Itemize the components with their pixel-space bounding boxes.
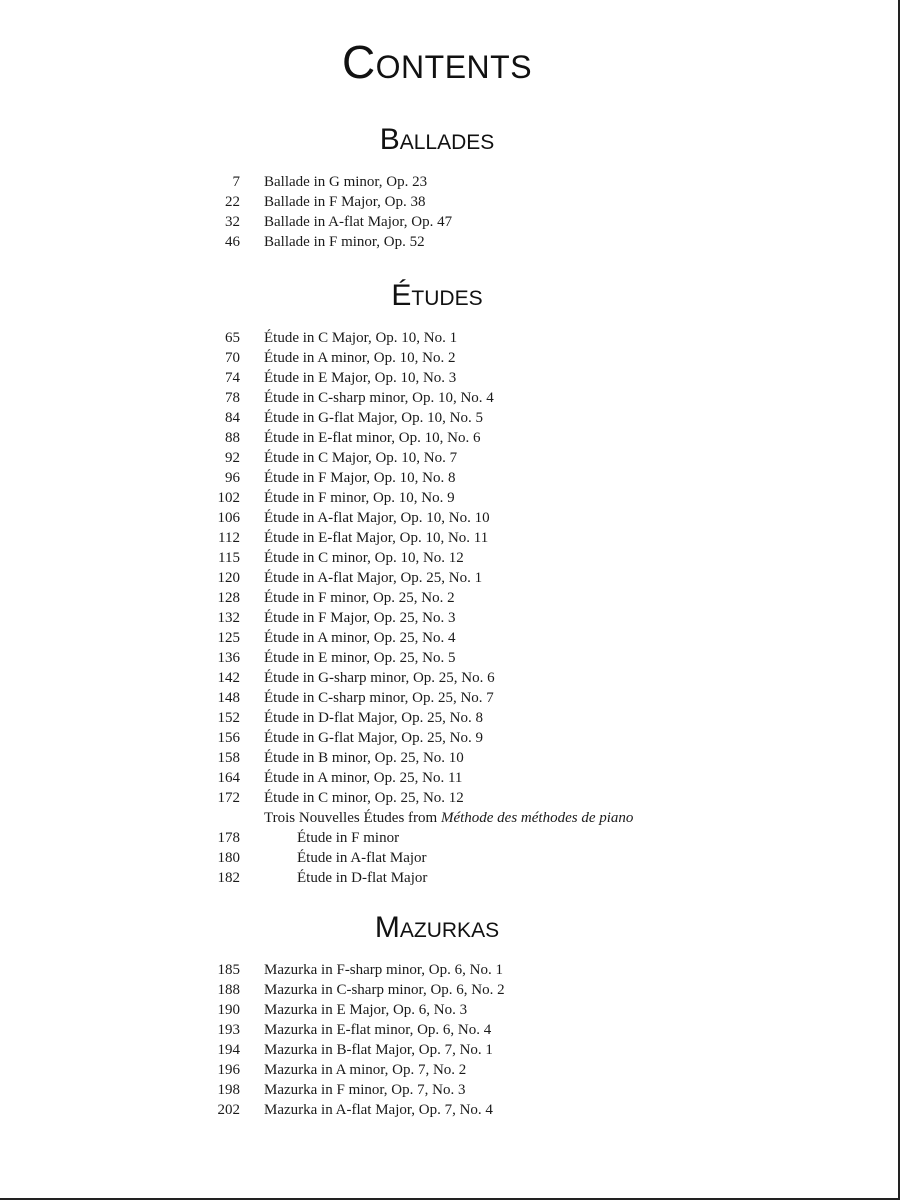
list-item (0, 468, 900, 488)
list-item (0, 488, 900, 508)
list-item (0, 568, 900, 588)
list-item (0, 628, 900, 648)
page-number: 156 (217, 730, 240, 746)
list-item (0, 172, 900, 192)
page-number: 142 (217, 670, 240, 686)
page-number: 152 (217, 710, 240, 726)
page-number: 172 (217, 790, 240, 806)
entry-title: Étude in C-sharp minor, Op. 25, No. 7 (264, 690, 494, 706)
entry-title: Étude in C Major, Op. 10, No. 1 (264, 330, 458, 346)
entry-title: Étude in C minor, Op. 25, No. 12 (264, 790, 464, 806)
page-number: 88 (225, 430, 240, 446)
section-heading: Études (391, 279, 483, 312)
list-item (0, 588, 900, 608)
list-item (0, 1100, 900, 1120)
page-number: 84 (225, 410, 240, 426)
entry-title: Étude in E-flat Major, Op. 10, No. 11 (264, 530, 489, 546)
page-number: 70 (225, 350, 240, 366)
page-number: 148 (217, 690, 240, 706)
list-item (0, 980, 900, 1000)
entry-title: Étude in E Major, Op. 10, No. 3 (264, 370, 457, 386)
page-title: Contents (341, 36, 533, 88)
entry-title-italic: Méthode des méthodes de piano (440, 810, 634, 826)
entry-title: Étude in A minor, Op. 25, No. 4 (264, 630, 456, 646)
entry-title: Étude in F minor (297, 830, 400, 846)
list-item (0, 768, 900, 788)
entry-title: Mazurka in F-sharp minor, Op. 6, No. 1 (264, 962, 503, 978)
page-number: 74 (225, 370, 240, 386)
entry-title: Étude in D-flat Major, Op. 25, No. 8 (264, 710, 483, 726)
entry-title: Étude in C Major, Op. 10, No. 7 (264, 450, 458, 466)
list-item (0, 848, 900, 868)
entry-title: Mazurka in A-flat Major, Op. 7, No. 4 (264, 1102, 493, 1118)
page-number: 190 (217, 1002, 240, 1018)
list-item (0, 368, 900, 388)
list-item (0, 348, 900, 368)
entry-title: Étude in G-flat Major, Op. 25, No. 9 (264, 730, 483, 746)
page-number: 202 (217, 1102, 240, 1118)
page-number: 180 (217, 850, 240, 866)
entry-title: Étude in C minor, Op. 10, No. 12 (264, 550, 464, 566)
entry-title: Étude in G-sharp minor, Op. 25, No. 6 (264, 670, 495, 686)
entry-title: Ballade in A-flat Major, Op. 47 (264, 214, 453, 230)
page-number: 125 (217, 630, 240, 646)
list-item (0, 728, 900, 748)
list-item (0, 708, 900, 728)
page-number: 92 (225, 450, 240, 466)
entry-title: Étude in F minor, Op. 10, No. 9 (264, 490, 455, 506)
page-number: 128 (217, 590, 240, 606)
list-item (0, 868, 900, 888)
page-number: 188 (217, 982, 240, 998)
list-item (0, 232, 900, 252)
list-item (0, 192, 900, 212)
list-item (0, 668, 900, 688)
page-number: 164 (217, 770, 240, 786)
list-item (0, 328, 900, 348)
page-number: 158 (217, 750, 240, 766)
entry-title: Étude in B minor, Op. 25, No. 10 (264, 750, 464, 766)
entry-title: Mazurka in B-flat Major, Op. 7, No. 1 (264, 1042, 493, 1058)
list-item (0, 448, 900, 468)
list-item (0, 1080, 900, 1100)
list-item (0, 528, 900, 548)
list-item (0, 748, 900, 768)
page-number: 193 (217, 1022, 240, 1038)
entry-title: Mazurka in E-flat minor, Op. 6, No. 4 (264, 1022, 492, 1038)
entry-title: Étude in G-flat Major, Op. 10, No. 5 (264, 410, 483, 426)
entry-title: Étude in E-flat minor, Op. 10, No. 6 (264, 430, 481, 446)
list-item (0, 788, 900, 808)
page-number: 22 (225, 194, 240, 210)
list-item (0, 688, 900, 708)
entry-title: Étude in D-flat Major (297, 870, 428, 886)
list-item (0, 1040, 900, 1060)
page-number: 96 (225, 470, 240, 486)
page-number: 106 (217, 510, 240, 526)
page-number: 132 (217, 610, 240, 626)
page-number: 136 (217, 650, 240, 666)
entry-title: Étude in A minor, Op. 25, No. 11 (264, 770, 463, 786)
list-item (0, 1020, 900, 1040)
entry-title: Mazurka in E Major, Op. 6, No. 3 (264, 1002, 468, 1018)
page-number: 112 (218, 530, 240, 546)
entry-title: Ballade in F minor, Op. 52 (264, 234, 425, 250)
entry-title: Étude in E minor, Op. 25, No. 5 (264, 650, 456, 666)
section-heading: Mazurkas (374, 911, 500, 944)
page-number: 46 (225, 234, 240, 250)
page-number: 185 (217, 962, 240, 978)
list-item (0, 212, 900, 232)
page-number: 198 (217, 1082, 240, 1098)
page-number: 32 (225, 214, 240, 230)
entry-title: Ballade in F Major, Op. 38 (264, 194, 426, 210)
list-item (0, 608, 900, 628)
page-number: 196 (217, 1062, 240, 1078)
entry-title: Étude in A-flat Major (297, 850, 427, 866)
page-number: 78 (225, 390, 240, 406)
list-item (0, 808, 900, 828)
page-number: 182 (217, 870, 240, 886)
entry-title: Étude in A-flat Major, Op. 10, No. 10 (264, 510, 490, 526)
section-heading: Ballades (379, 123, 495, 156)
entry-title: Mazurka in C-sharp minor, Op. 6, No. 2 (264, 982, 505, 998)
entry-title: Trois Nouvelles Études from Méthode des méthodes de piano (264, 810, 634, 826)
list-item (0, 388, 900, 408)
entry-title: Étude in F Major, Op. 10, No. 8 (264, 470, 456, 486)
entry-title: Étude in A-flat Major, Op. 25, No. 1 (264, 570, 483, 586)
page-number: 7 (232, 174, 240, 190)
entry-title: Étude in A minor, Op. 10, No. 2 (264, 350, 456, 366)
page-number: 115 (218, 550, 240, 566)
list-item (0, 408, 900, 428)
entry-title: Mazurka in A minor, Op. 7, No. 2 (264, 1062, 467, 1078)
page-number: 65 (225, 330, 240, 346)
entry-title: Ballade in G minor, Op. 23 (264, 174, 428, 190)
list-item (0, 508, 900, 528)
entry-title: Étude in C-sharp minor, Op. 10, No. 4 (264, 390, 494, 406)
entry-title: Mazurka in F minor, Op. 7, No. 3 (264, 1082, 466, 1098)
list-item (0, 648, 900, 668)
page-number: 102 (217, 490, 240, 506)
list-item (0, 828, 900, 848)
page-number: 120 (217, 570, 240, 586)
list-item (0, 428, 900, 448)
page-number: 178 (217, 830, 240, 846)
list-item (0, 1000, 900, 1020)
entry-title: Étude in F minor, Op. 25, No. 2 (264, 590, 455, 606)
entry-title: Étude in F Major, Op. 25, No. 3 (264, 610, 456, 626)
list-item (0, 960, 900, 980)
list-item (0, 1060, 900, 1080)
list-item (0, 548, 900, 568)
page-number: 194 (217, 1042, 240, 1058)
